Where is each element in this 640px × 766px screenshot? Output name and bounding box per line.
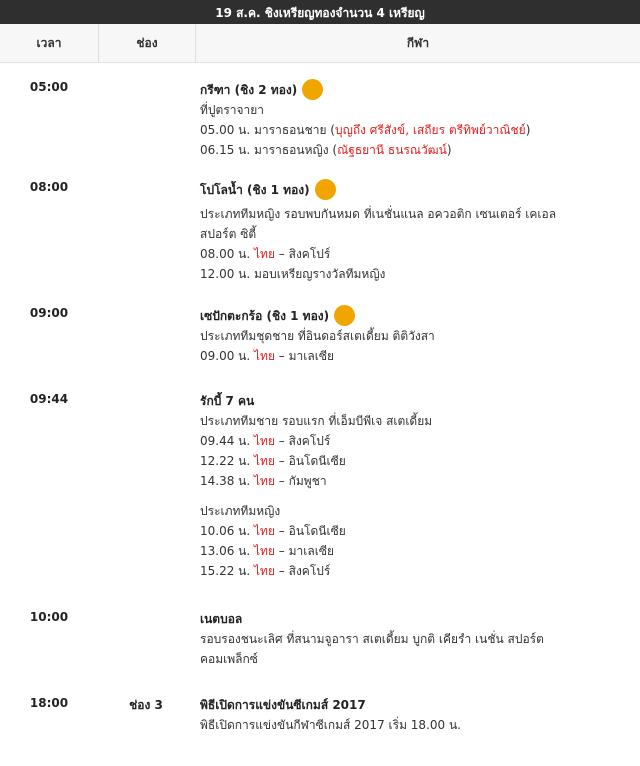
row-sport <box>194 391 640 609</box>
table-row <box>0 609 640 695</box>
row-channel <box>98 391 194 609</box>
detail-line: ประเภททีมหญิง <box>200 504 281 518</box>
row-time: 09:44 <box>29 392 69 406</box>
sport-title: เซปักตะกร้อ (ชิง 1 ทอง) <box>200 305 640 326</box>
detail-line: ที่ปูตราจายา <box>200 103 265 117</box>
row-time: 10:00 <box>29 610 69 624</box>
sport-title: พิธีเปิดการแข่งขันซีเกมส์ 2017 <box>200 698 366 712</box>
row-channel <box>98 305 194 391</box>
detail-line: คอมเพล็กซ์ <box>200 652 258 666</box>
schedule-rows <box>0 63 640 755</box>
row-channel <box>98 79 194 171</box>
row-sport <box>194 179 640 305</box>
detail-line: 15.22 น. ไทย – สิงคโปร์ <box>200 564 331 578</box>
row-sport <box>194 695 640 755</box>
row-time: 05:00 <box>29 80 69 94</box>
detail-line: 05.00 น. มาราธอนชาย (บุญถึง ศรีสังข์, เสถียร ตรีทิพย์วาณิชย์) <box>200 123 531 137</box>
header-channel: ช่อง <box>99 24 196 62</box>
detail-line: พิธีเปิดการแข่งขันกีฬาซีเกมส์ 2017 เริ่ม 18.00 น. <box>200 718 461 732</box>
detail-line: 12.00 น. มอบเหรียญรางวัลทีมหญิง <box>200 267 386 281</box>
detail-line: 13.06 น. ไทย – มาเลเซีย <box>200 544 334 558</box>
sport-title: โปโลน้ำ (ชิง 1 ทอง) <box>200 179 640 200</box>
row-time: 09:00 <box>29 306 69 320</box>
detail-line: 09.44 น. ไทย – สิงคโปร์ <box>200 434 331 448</box>
row-sport <box>194 79 640 171</box>
table-header <box>0 24 640 63</box>
detail-line: 14.38 น. ไทย – กัมพูชา <box>200 474 327 488</box>
sport-title: กรีฑา (ชิง 2 ทอง) <box>200 79 640 100</box>
sport-title: เนตบอล <box>200 612 243 626</box>
detail-line: ประเภททีมหญิง รอบพบกันหมด ที่เนชั่นแนล อควอติก เซนเตอร์ เคเอล <box>200 207 557 221</box>
gold-medal-icon <box>302 79 323 100</box>
detail-line: สปอร์ต ซิตี้ <box>200 227 257 241</box>
detail-line: ประเภททีมชุดชาย ที่อินดอร์สเตเดี้ยม ติติวังสา <box>200 329 435 343</box>
row-channel <box>98 179 194 305</box>
detail-line: 08.00 น. ไทย – สิงคโปร์ <box>200 247 331 261</box>
table-row <box>0 695 640 755</box>
schedule-title: 19 ส.ค. ชิงเหรียญทองจำนวน 4 เหรียญ <box>0 0 640 24</box>
detail-line: 12.22 น. ไทย – อินโดนีเซีย <box>200 454 346 468</box>
gold-medal-icon <box>315 179 336 200</box>
detail-line: 09.00 น. ไทย – มาเลเซีย <box>200 349 334 363</box>
row-time: 18:00 <box>29 696 69 710</box>
row-time: 08:00 <box>29 180 69 194</box>
header-sport: กีฬา <box>406 35 430 50</box>
header-time: เวลา <box>0 24 99 62</box>
detail-line: รอบรองชนะเลิศ ที่สนามจูอารา สเตเดี้ยม บูกติ เคียรำ เนชั่น สปอร์ต <box>200 632 544 646</box>
table-row <box>0 79 640 171</box>
table-row <box>0 305 640 391</box>
table-row <box>0 391 640 609</box>
detail-line: 06.15 น. มาราธอนหญิง (ณัฐธยานี ธนรณวัฒน์) <box>200 143 452 157</box>
sport-title: รักบี้ 7 คน <box>200 394 255 408</box>
row-sport <box>194 609 640 695</box>
row-channel <box>98 609 194 695</box>
detail-line: 10.06 น. ไทย – อินโดนีเซีย <box>200 524 346 538</box>
row-channel: ช่อง 3 <box>129 698 163 712</box>
row-sport <box>194 305 640 391</box>
table-row <box>0 179 640 305</box>
detail-line: ประเภททีมชาย รอบแรก ที่เอ็มบีพีเจ สเตเดี้ยม <box>200 414 433 428</box>
gold-medal-icon <box>334 305 355 326</box>
